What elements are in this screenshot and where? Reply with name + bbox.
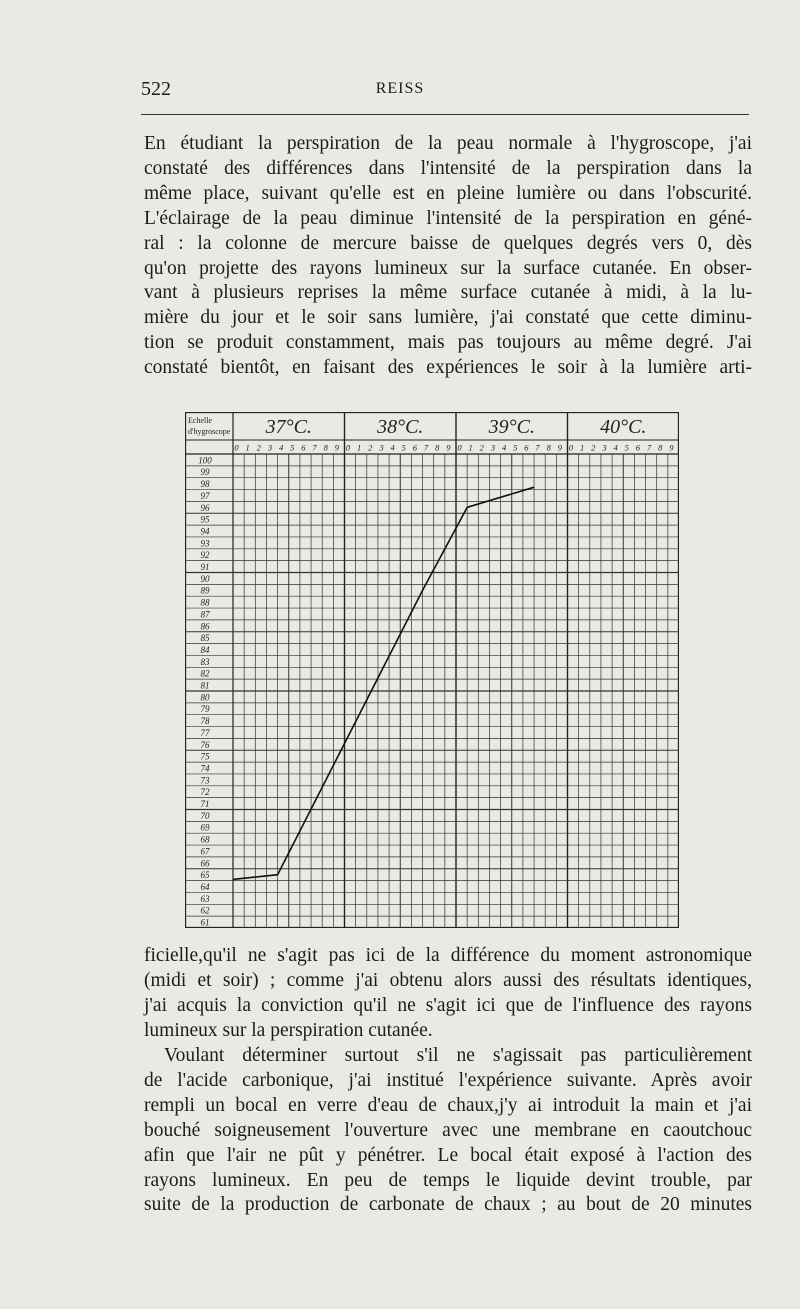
tick-label: 4	[278, 442, 284, 453]
tick-label: 1	[580, 442, 585, 453]
tick-label: 7	[535, 442, 540, 453]
tick-label: 3	[602, 442, 607, 453]
text-line: L'éclairage de la peau diminue l'intensité de la perspiration en géné-	[144, 207, 752, 229]
text-line: afin que l'air ne pût y pénétrer. Le bocal était exposé à l'action des	[144, 1144, 752, 1166]
tick-label: 0	[345, 442, 351, 453]
paragraph-2	[144, 944, 752, 1044]
tick-label: 4	[501, 442, 507, 453]
tick-label: 5	[401, 442, 406, 453]
text-line: rayons lumineux. En peu de temps le liquide devint trouble, par	[144, 1169, 752, 1191]
scale-label: 83	[200, 656, 210, 667]
tick-label: 9	[669, 442, 674, 453]
scale-label: 86	[200, 621, 210, 632]
corner-label: Echelle	[188, 416, 212, 425]
tick-label: 9	[334, 442, 339, 453]
scale-label: 95	[200, 514, 210, 525]
scale-label: 74	[200, 763, 210, 774]
tick-label: 1	[245, 442, 250, 453]
text-line: constaté des différences dans l'intensité de la perspiration dans la	[144, 157, 752, 179]
text-line: constaté bientôt, en faisant des expériences le soir à la lumière arti-	[144, 357, 752, 379]
scale-label: 94	[200, 526, 210, 537]
text-line: Voulant déterminer surtout s'il ne s'agissait pas particulièrement	[164, 1045, 752, 1066]
tick-label: 7	[423, 442, 429, 453]
text-line: de l'acide carbonique, j'ai institué l'expérience suivante. Après avoir	[144, 1069, 752, 1091]
tick-label: 4	[613, 442, 618, 453]
tick-label: 4	[390, 442, 395, 453]
tick-label: 7	[312, 442, 317, 453]
tick-label: 2	[368, 442, 373, 453]
tick-label: 5	[290, 442, 295, 453]
tick-label: 0	[457, 442, 462, 453]
scale-label: 96	[200, 502, 210, 513]
scale-label: 72	[200, 787, 210, 798]
scale-label: 90	[200, 573, 210, 584]
scale-label: 99	[200, 467, 210, 478]
tick-label: 0	[234, 442, 239, 453]
tick-label: 6	[301, 442, 306, 453]
tick-label: 8	[435, 442, 440, 453]
scale-label: 92	[200, 550, 210, 561]
scale-label: 70	[200, 810, 210, 821]
tick-label: 2	[591, 442, 596, 453]
tick-label: 6	[635, 442, 641, 453]
tick-label: 9	[446, 442, 451, 453]
text-line: même place, suivant qu'elle est en pleine lumière ou dans l'obscurité.	[144, 182, 752, 204]
scale-label: 79	[200, 704, 210, 715]
scale-label: 67	[200, 846, 210, 857]
page-number: 522	[141, 78, 171, 100]
scale-label: 93	[200, 538, 210, 549]
scale-label: 65	[200, 870, 210, 881]
tick-label: 8	[658, 442, 663, 453]
scale-label: 98	[200, 479, 210, 490]
hygroscope-chart	[185, 412, 679, 928]
text-line: En étudiant la perspiration de la peau normale à l'hygroscope, j'ai	[144, 133, 752, 154]
group-label: 38°C.	[377, 416, 424, 438]
scale-label: 100	[198, 455, 212, 466]
text-line: vant à plusieurs reprises la même surface cutanée à midi, à la lu-	[144, 282, 752, 304]
text-line: qu'on projette des rayons lumineux sur la surface cutanée. En obser-	[144, 257, 752, 279]
tick-label: 3	[490, 442, 496, 453]
tick-label: 2	[479, 442, 484, 453]
scale-label: 97	[200, 490, 210, 501]
group-label: 37°C.	[265, 416, 312, 438]
scale-label: 89	[200, 585, 210, 596]
tick-label: 7	[646, 442, 652, 453]
scale-label: 88	[200, 597, 210, 608]
scale-label: 80	[200, 692, 210, 703]
scale-label: 69	[200, 822, 210, 833]
paragraph-3	[144, 1044, 752, 1218]
running-title: REISS	[375, 80, 425, 97]
paragraph-1	[144, 132, 752, 381]
scale-label: 91	[200, 562, 210, 572]
tick-label: 1	[468, 442, 473, 453]
tick-label: 8	[546, 442, 551, 453]
tick-label: 5	[624, 442, 629, 453]
scale-label: 75	[200, 751, 210, 762]
tick-label: 3	[267, 442, 273, 453]
scale-label: 76	[200, 739, 210, 750]
text-line: mière du jour et le soir sans lumière, j'ai constaté que cette diminu-	[144, 307, 752, 329]
text-line: suite de la production de carbonate de chaux ; au bout de 20 minutes	[144, 1194, 752, 1216]
scale-label: 82	[200, 668, 210, 679]
tick-label: 3	[379, 442, 384, 453]
scale-label: 81	[200, 680, 210, 691]
scale-label: 62	[200, 905, 210, 916]
corner-label: d'hygroscope	[188, 427, 231, 436]
tick-label: 0	[568, 442, 574, 453]
tick-label: 6	[524, 442, 529, 453]
text-line: bouché soigneusement l'ouverture avec une membrane en caoutchouc	[144, 1119, 752, 1141]
tick-label: 9	[557, 442, 562, 453]
tick-label: 5	[513, 442, 518, 453]
text-line: (midi et soir) ; comme j'ai obtenu alors aussi des résultats identiques,	[144, 969, 752, 991]
tick-label: 8	[323, 442, 328, 453]
scale-label: 63	[200, 893, 210, 904]
text-line: ficielle,qu'il ne s'agit pas ici de la différence du moment astronomique	[144, 945, 752, 966]
scale-label: 77	[200, 727, 210, 738]
series-line	[233, 487, 534, 879]
scale-label: 68	[200, 834, 210, 845]
scale-label: 66	[200, 858, 210, 869]
scale-label: 71	[200, 799, 210, 809]
scale-label: 78	[200, 716, 210, 727]
text-line: j'ai acquis la conviction qu'il ne s'agit ici que de l'influence des rayons	[144, 994, 752, 1016]
text-line: rempli un bocal en verre d'eau de chaux,j'y ai introduit la main et j'ai	[144, 1094, 752, 1116]
scale-label: 85	[200, 633, 210, 644]
scale-label: 64	[200, 881, 210, 892]
group-label: 39°C.	[488, 416, 535, 438]
text-line: ral : la colonne de mercure baisse de quelques degrés vers 0, dès	[144, 232, 752, 254]
tick-label: 6	[412, 442, 418, 453]
scale-label: 73	[200, 775, 210, 786]
scale-label: 87	[200, 609, 210, 620]
tick-label: 2	[256, 442, 261, 453]
scale-label: 61	[200, 917, 210, 928]
header-rule	[141, 114, 749, 115]
text-line: lumineux sur la perspiration cutanée.	[144, 1019, 433, 1041]
scale-label: 84	[200, 644, 210, 655]
tick-label: 1	[357, 442, 362, 453]
text-line: tion se produit constamment, mais pas toujours au même degré. J'ai	[144, 332, 752, 354]
group-label: 40°C.	[600, 416, 647, 438]
chart-svg	[185, 412, 679, 928]
